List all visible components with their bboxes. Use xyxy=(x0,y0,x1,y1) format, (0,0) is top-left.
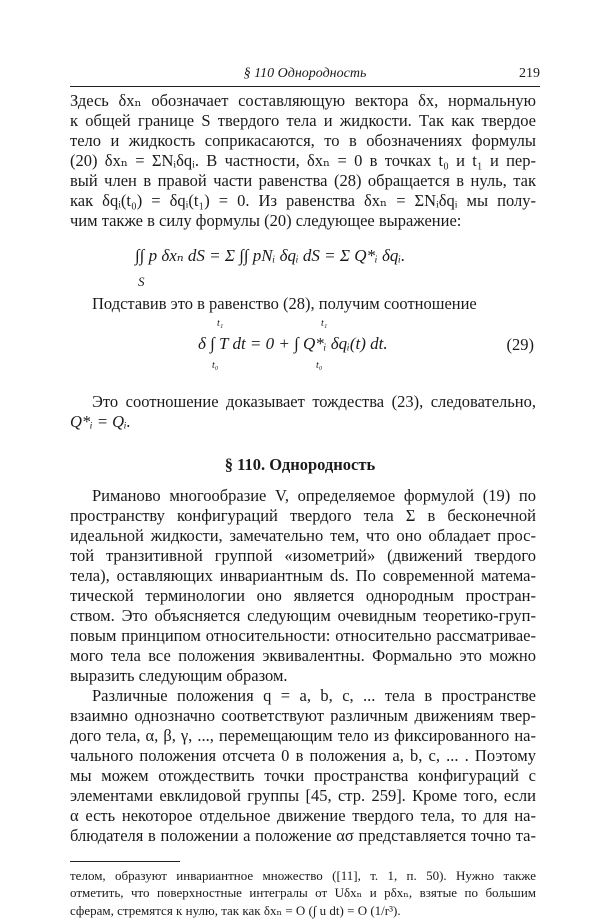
page-number: 219 xyxy=(519,66,540,81)
footnote-divider xyxy=(70,861,180,862)
text-line: блюдателя в положении a положение ασ представляется точно та- xyxy=(70,826,536,845)
text-line: как δqᵢ(t₀) = δqᵢ(t₁) = 0. Из равенства δxₙ = ΣNᵢδqᵢ мы полу- xyxy=(70,191,536,210)
text-line: Различные положения q = a, b, c, ... тела в пространстве xyxy=(92,686,536,705)
footnote-line: телом, образуют инвариантное множество ([11], т. 1, п. 50). Нужно также xyxy=(70,868,536,883)
footnote-line: отметить, что поверхностные интегралы от Uδxₙ и pδxₙ, взятые по большим xyxy=(70,885,536,900)
text-line: Q*ᵢ = Qᵢ. xyxy=(70,412,131,431)
text-line: той транзитивной группой «изометрий» (движений твердого xyxy=(70,546,536,565)
running-header xyxy=(70,66,540,87)
formula-surface-integral: ∫∫ p δxₙ dS = Σ ∫∫ pNᵢ δqᵢ dS = Σ Q*ᵢ δqᵢ. xyxy=(135,246,406,265)
text-line: α есть некоторое отдельное движение твердого тела, то для на- xyxy=(70,806,536,825)
formula-29: δ ∫ T dt = 0 + ∫ Q*ᵢ δqᵢ(t) dt. xyxy=(198,334,388,353)
text-line: мы можем отождествить точки пространства конфигураций с xyxy=(70,766,536,785)
text-line: Это соотношение доказывает тождества (23), следовательно, xyxy=(92,392,536,411)
text-line: идеальной жидкости, замечательно тем, что оно обладает прос- xyxy=(70,526,536,545)
text-line: вый член в правой части равенства (28) обращается в нуль, так xyxy=(70,171,536,190)
formula-subscript: S xyxy=(138,274,145,289)
section-heading: § 110. Однородность xyxy=(224,455,376,474)
text-line: взаимно однозначно соответствуют различным движениям твер- xyxy=(70,706,536,725)
text-line: к общей границе S твердого тела и жидкости. Так как твердое xyxy=(70,111,536,130)
text-line: тела), оставляющих инвариантным ds. По современной матема- xyxy=(70,566,536,585)
text-line: выразить следующим образом. xyxy=(70,666,288,685)
text-line: мого тела все положения эквивалентны. Формально это можно xyxy=(70,646,536,665)
text-line: повым принципом относительности: относительно рассматривае- xyxy=(70,626,536,645)
integral-lower-limit: t₀ xyxy=(316,360,323,371)
integral-lower-limit: t₀ xyxy=(212,360,219,371)
integral-upper-limit: t₁ xyxy=(217,318,224,329)
integral-upper-limit: t₁ xyxy=(321,318,328,329)
text-line: дого тела, α, β, γ, ..., перемещающим тело из фиксированного на- xyxy=(70,726,536,745)
text-line: (20) δxₙ = ΣNᵢδqᵢ. В частности, δxₙ = 0 в точках t₀ и t₁ и пер- xyxy=(70,151,536,170)
equation-number: (29) xyxy=(506,335,534,354)
text-line: тело и жидкость соприкасаются, то в обозначениях формулы xyxy=(70,131,536,150)
text-line: пространству конфигураций твердого тела Σ в бесконечной xyxy=(70,506,536,525)
text-line: Риманово многообразие V, определяемое формулой (19) по xyxy=(92,486,536,505)
text-line: элементами евклидовой группы [45, стр. 259]. Кроме того, если xyxy=(70,786,536,805)
text-line: ством. Это объясняется следующим очевидным теоретико-груп- xyxy=(70,606,536,625)
text-line: Подставив это в равенство (28), получим соотношение xyxy=(92,294,477,313)
text-line: чим также в силу формулы (20) следующее выражение: xyxy=(70,211,462,230)
text-line: Здесь δxₙ обозначает составляющую вектора δx, нормальную xyxy=(70,91,536,110)
text-line: тической терминологии оно является однородным простран- xyxy=(70,586,536,605)
text-line: чального положения отсчета 0 в положения a, b, c, ... . Поэтому xyxy=(70,746,536,765)
header-title: § 110 Однородность xyxy=(243,66,367,81)
footnote-line: сферам, стремятся к нулю, так как δxₙ = O (∫ u dt) = O (1/r³). xyxy=(70,903,401,918)
